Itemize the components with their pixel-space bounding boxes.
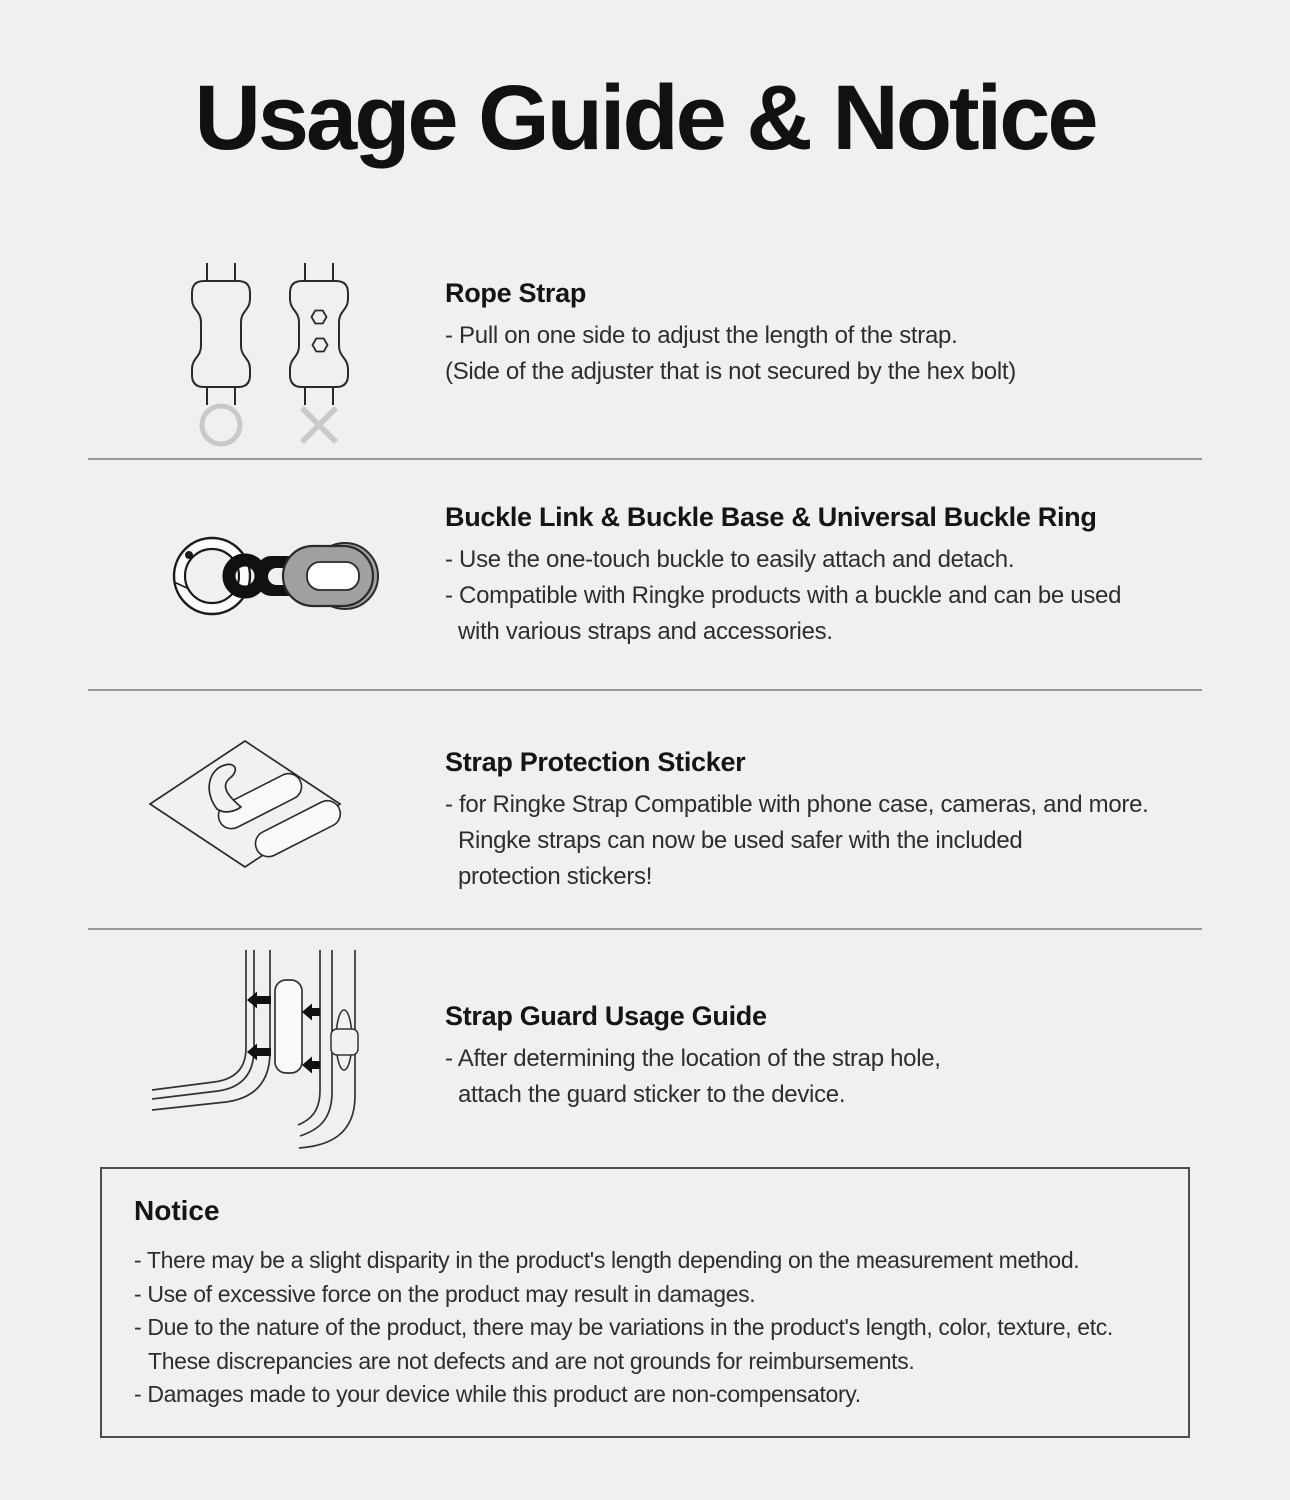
guard-sticker-icon <box>275 980 302 1073</box>
section-text-area <box>445 930 1290 1167</box>
section-heading: Rope Strap <box>445 278 587 308</box>
buckle-link-base-ring-icon <box>171 533 381 619</box>
section-protection-sticker <box>0 691 1290 928</box>
section-strap-guard <box>0 930 1290 1167</box>
text-line: - Compatible with Ringke products with a buckle and can be used <box>445 582 1122 609</box>
section-body <box>445 787 1290 895</box>
text-line: - After determining the location of the strap hole, <box>445 1045 941 1072</box>
text-line: These discrepancies are not defects and are not grounds for reimbursements. <box>148 1347 915 1374</box>
text-line: with various straps and accessories. <box>458 618 833 645</box>
text-line: - Use of excessive force on the product may result in damages. <box>134 1280 756 1307</box>
page-title: Usage Guide & Notice <box>194 67 1096 169</box>
section-text-area <box>445 460 1290 689</box>
section-body <box>445 542 1290 650</box>
text-line: attach the guard sticker to the device. <box>458 1081 846 1108</box>
x-mark-icon <box>302 408 336 442</box>
section-icon-area <box>0 460 445 689</box>
text-line: - There may be a slight disparity in the product's length depending on the measurement method. <box>134 1247 1080 1273</box>
rope-strap-adjusters-icon <box>186 262 354 448</box>
ring-pin-icon <box>185 551 193 559</box>
protection-sticker-sheet-icon <box>148 738 343 868</box>
section-icon-area <box>0 691 445 928</box>
section-icon-area <box>0 930 445 1167</box>
section-heading: Strap Guard Usage Guide <box>445 1001 767 1031</box>
hex-bolt-icon <box>313 339 328 352</box>
notice-body <box>134 1244 1160 1412</box>
hex-bolt-icon <box>312 311 327 324</box>
section-heading: Strap Protection Sticker <box>445 747 746 777</box>
page-header <box>0 0 1290 230</box>
strap-guard-placement-icon <box>152 950 382 1168</box>
section-body <box>445 1041 1290 1113</box>
ok-mark-icon <box>202 406 240 444</box>
text-line: - Due to the nature of the product, there may be variations in the product's length, color, texture, etc. <box>134 1314 1113 1340</box>
notice-heading: Notice <box>134 1195 220 1226</box>
text-line: - Damages made to your device while this product are non-compensatory. <box>134 1381 861 1407</box>
section-text-area <box>445 691 1290 928</box>
text-line: protection stickers! <box>458 863 653 890</box>
text-line: - Pull on one side to adjust the length of the strap. <box>445 322 958 349</box>
notice-box <box>100 1167 1190 1438</box>
text-line: Ringke straps can now be used safer with the included <box>458 827 1023 854</box>
section-text-area <box>445 230 1290 458</box>
small-guard-icon <box>331 1029 358 1055</box>
text-line: - for Ringke Strap Compatible with phone case, cameras, and more. <box>445 791 1149 818</box>
section-icon-area <box>0 230 445 458</box>
section-rope-strap <box>0 230 1290 458</box>
section-buckle <box>0 460 1290 689</box>
text-line: (Side of the adjuster that is not secured by the hex bolt) <box>445 358 1016 385</box>
section-body <box>445 318 1290 390</box>
section-heading: Buckle Link & Buckle Base & Universal Buckle Ring <box>445 502 1097 532</box>
text-line: - Use the one-touch buckle to easily attach and detach. <box>445 546 1015 573</box>
